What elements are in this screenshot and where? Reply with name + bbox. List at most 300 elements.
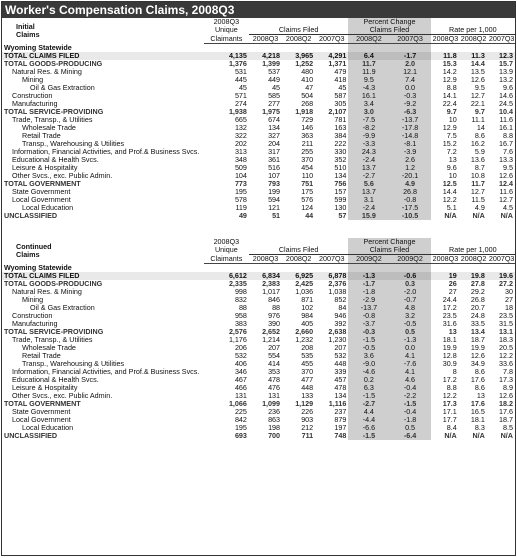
table-cell: 353 bbox=[268, 368, 281, 376]
table-cell: 0.0 bbox=[389, 344, 430, 352]
table-row bbox=[2, 108, 515, 116]
table-cell: 322 bbox=[234, 132, 247, 140]
table-cell: 121 bbox=[268, 204, 281, 212]
table-cell: 9.5 bbox=[474, 84, 485, 92]
table-cell: 6,925 bbox=[282, 272, 315, 280]
table-cell: 1,376 bbox=[228, 60, 247, 68]
row-label: Trade, Transp., & Utilities bbox=[12, 116, 93, 124]
table-cell: 1,116 bbox=[328, 400, 347, 408]
table-cell: 14.6 bbox=[499, 92, 513, 100]
table-cell: 7.8 bbox=[503, 368, 513, 376]
table-cell: 748 bbox=[334, 432, 347, 440]
table-cell: -0.3 bbox=[348, 328, 389, 336]
column-header: 2008Q3 bbox=[249, 255, 282, 264]
table-cell: -17.8 bbox=[389, 124, 430, 132]
table-cell: 274 bbox=[234, 100, 247, 108]
table-cell: 45 bbox=[238, 84, 247, 92]
table-cell: 3.1 bbox=[348, 196, 389, 204]
table-cell: 8.6 bbox=[474, 384, 485, 392]
table-cell: 8.5 bbox=[503, 424, 513, 432]
table-row bbox=[2, 392, 515, 400]
table-row bbox=[2, 376, 515, 384]
table-cell: 2,425 bbox=[295, 280, 314, 288]
table-cell: 4.1 bbox=[389, 352, 430, 360]
table-cell: 504 bbox=[301, 92, 314, 100]
table-cell: 3.6 bbox=[348, 352, 389, 360]
table-row bbox=[2, 148, 515, 156]
table-cell: 9.6 bbox=[446, 164, 457, 172]
table-cell: 12.3 bbox=[487, 52, 515, 60]
table-cell: 478 bbox=[268, 376, 281, 384]
table-cell: 8.8 bbox=[446, 84, 457, 92]
table-cell: 12.4 bbox=[499, 180, 513, 188]
table-row bbox=[2, 84, 515, 92]
table-cell: 134 bbox=[334, 392, 347, 400]
table-cell: 15.7 bbox=[499, 60, 513, 68]
table-cell: 532 bbox=[334, 352, 347, 360]
table-cell: 1,036 bbox=[295, 288, 314, 296]
table-row bbox=[2, 92, 515, 100]
table-cell: 11.5 bbox=[471, 196, 485, 204]
table-cell: 13 bbox=[448, 328, 457, 336]
table-cell: 361 bbox=[268, 156, 281, 164]
table-cell: 34.9 bbox=[470, 360, 485, 368]
table-cell: 16.7 bbox=[499, 140, 513, 148]
row-label: Transp., Warehousing & Utilities bbox=[22, 360, 125, 368]
table-cell: -3.9 bbox=[389, 148, 430, 156]
table-cell: -0.5 bbox=[389, 320, 430, 328]
table-cell: 7.4 bbox=[389, 76, 430, 84]
table-cell: 1,399 bbox=[262, 60, 281, 68]
table-cell: -6.4 bbox=[389, 432, 430, 440]
table-cell: 467 bbox=[234, 376, 247, 384]
table-cell: 277 bbox=[268, 100, 281, 108]
row-label: Educational & Health Svcs. bbox=[12, 156, 99, 164]
table-row bbox=[2, 76, 515, 84]
table-row bbox=[2, 352, 515, 360]
table-cell: 4,218 bbox=[249, 52, 282, 60]
table-cell: 8.6 bbox=[474, 132, 485, 140]
table-cell: 29.2 bbox=[470, 288, 485, 296]
table-cell: 15.9 bbox=[348, 212, 389, 220]
table-row bbox=[2, 424, 515, 432]
table-cell: 104 bbox=[234, 172, 247, 180]
table-cell: -1.5 bbox=[348, 392, 389, 400]
table-cell: 18.1 bbox=[442, 336, 457, 344]
table-cell: 1,918 bbox=[295, 108, 314, 116]
table-cell: 15.2 bbox=[442, 140, 457, 148]
table-cell: 9.7 bbox=[474, 108, 485, 116]
table-cell: 4,135 bbox=[204, 52, 249, 60]
table-cell: 10 bbox=[448, 116, 457, 124]
table-cell: 15.3 bbox=[442, 60, 457, 68]
table-cell: 6,612 bbox=[204, 272, 249, 280]
row-label: TOTAL GOODS-PRODUCING bbox=[4, 60, 103, 68]
table-cell: 16.2 bbox=[470, 140, 485, 148]
table-cell: 13 bbox=[476, 392, 485, 400]
table-cell: -4.6 bbox=[348, 368, 389, 376]
table-cell: 13.5 bbox=[470, 68, 485, 76]
row-label: TOTAL GOVERNMENT bbox=[4, 180, 81, 188]
table-cell: 674 bbox=[268, 116, 281, 124]
table-cell: 1,066 bbox=[228, 400, 247, 408]
table-cell: 207 bbox=[268, 344, 281, 352]
table-cell: 11.6 bbox=[499, 188, 513, 196]
table-cell: 976 bbox=[268, 312, 281, 320]
table-cell: -8.2 bbox=[348, 124, 389, 132]
table-cell: 13.1 bbox=[499, 328, 513, 336]
table-cell: 8.8 bbox=[446, 384, 457, 392]
table-cell: 1,252 bbox=[295, 60, 314, 68]
table-cell: N/A bbox=[472, 432, 485, 440]
table-row bbox=[2, 400, 515, 408]
table-cell: 578 bbox=[234, 196, 247, 204]
table-cell: 11.1 bbox=[471, 116, 485, 124]
table-cell: 4.6 bbox=[389, 376, 430, 384]
table-cell: 571 bbox=[234, 92, 247, 100]
table-cell: 10.8 bbox=[470, 172, 485, 180]
percent-change-header: Claims Filed bbox=[348, 26, 430, 35]
table-row bbox=[2, 312, 515, 320]
table-cell: -10.5 bbox=[389, 212, 430, 220]
table-cell: 414 bbox=[268, 360, 281, 368]
table-row bbox=[2, 164, 515, 172]
table-cell: -7.5 bbox=[348, 116, 389, 124]
table-row bbox=[2, 180, 515, 188]
table-cell: 20.5 bbox=[499, 344, 513, 352]
table-cell: 33.6 bbox=[499, 360, 513, 368]
table-row bbox=[2, 204, 515, 212]
statewide-label: Wyoming Statewide bbox=[4, 263, 72, 272]
table-cell: 207 bbox=[334, 344, 347, 352]
table-cell: 346 bbox=[234, 368, 247, 376]
table-cell: 2,383 bbox=[262, 280, 281, 288]
table-row bbox=[2, 156, 515, 164]
table-row bbox=[2, 100, 515, 108]
table-row bbox=[2, 344, 515, 352]
table-cell: 2.6 bbox=[389, 156, 430, 164]
table-cell: 1,230 bbox=[328, 336, 347, 344]
initial-claims-table bbox=[2, 18, 515, 220]
table-cell: 51 bbox=[272, 212, 281, 220]
table-cell: -2.4 bbox=[348, 204, 389, 212]
table-row bbox=[2, 132, 515, 140]
table-cell: 317 bbox=[268, 148, 281, 156]
unique-header-line: Claimants bbox=[204, 255, 249, 264]
table-cell: 18.7 bbox=[499, 416, 513, 424]
table-cell: 10 bbox=[448, 172, 457, 180]
table-cell: 418 bbox=[334, 76, 347, 84]
table-cell: 327 bbox=[268, 132, 281, 140]
table-cell: -4.4 bbox=[348, 416, 389, 424]
row-label: TOTAL SERVICE-PROVIDING bbox=[4, 108, 104, 116]
table-cell: N/A bbox=[500, 432, 513, 440]
table-cell: 88 bbox=[272, 304, 281, 312]
column-header: 2007Q3 bbox=[315, 35, 348, 44]
table-cell: 405 bbox=[301, 320, 314, 328]
table-cell: 448 bbox=[301, 384, 314, 392]
table-cell: 57 bbox=[338, 212, 347, 220]
table-cell: 3.4 bbox=[348, 100, 389, 108]
table-cell: 22.4 bbox=[442, 100, 457, 108]
table-cell: -7.6 bbox=[389, 360, 430, 368]
table-cell: 339 bbox=[334, 368, 347, 376]
table-cell: 255 bbox=[301, 148, 314, 156]
table-row bbox=[2, 116, 515, 124]
table-cell: 532 bbox=[234, 352, 247, 360]
table-cell: 20.7 bbox=[470, 304, 485, 312]
table-cell: 197 bbox=[334, 424, 347, 432]
table-cell: 12.6 bbox=[470, 76, 485, 84]
table-cell: 17.7 bbox=[442, 416, 457, 424]
table-cell: -1.5 bbox=[348, 432, 389, 440]
table-cell: 130 bbox=[334, 204, 347, 212]
table-cell: 1,176 bbox=[228, 336, 247, 344]
table-cell: 18 bbox=[505, 304, 513, 312]
percent-change-header: Percent Change bbox=[348, 238, 430, 246]
table-cell: 3,965 bbox=[282, 52, 315, 60]
table-cell: 410 bbox=[301, 76, 314, 84]
table-cell: 1,938 bbox=[228, 108, 247, 116]
table-cell: 6,878 bbox=[315, 272, 348, 280]
table-cell: 27 bbox=[505, 296, 513, 304]
table-cell: 17.2 bbox=[442, 304, 457, 312]
table-cell: 879 bbox=[334, 416, 347, 424]
table-cell: 12.1 bbox=[389, 68, 430, 76]
table-cell: 6,834 bbox=[249, 272, 282, 280]
table-cell: 793 bbox=[268, 180, 281, 188]
table-cell: 599 bbox=[334, 196, 347, 204]
column-header: 2008Q2 bbox=[348, 35, 389, 44]
table-cell: -3.3 bbox=[348, 140, 389, 148]
table-cell: 17.3 bbox=[442, 400, 457, 408]
table-cell: 313 bbox=[234, 148, 247, 156]
table-row bbox=[2, 416, 515, 424]
table-cell: 3.2 bbox=[389, 312, 430, 320]
table-cell: 30 bbox=[505, 288, 513, 296]
table-cell: 16.5 bbox=[470, 408, 485, 416]
table-cell: 1,214 bbox=[262, 336, 281, 344]
table-cell: 0.5 bbox=[389, 424, 430, 432]
table-cell: 12.2 bbox=[442, 392, 457, 400]
document-title: Worker's Compensation Claims, 2008Q3 bbox=[2, 2, 515, 18]
table-cell: 33.5 bbox=[470, 320, 485, 328]
table-cell: -13.7 bbox=[348, 304, 389, 312]
row-label: Information, Financial Activities, and Prof.& Business Svcs. bbox=[12, 148, 200, 156]
table-row bbox=[2, 328, 515, 336]
unique-header-line: Unique bbox=[214, 26, 238, 35]
table-cell: 19.6 bbox=[487, 272, 515, 280]
table-row bbox=[2, 196, 515, 204]
table-cell: 19.8 bbox=[459, 272, 487, 280]
table-cell: 751 bbox=[301, 180, 314, 188]
table-row bbox=[2, 212, 515, 220]
table-cell: 585 bbox=[268, 92, 281, 100]
table-cell: 134 bbox=[334, 172, 347, 180]
table-cell: -1.8 bbox=[348, 288, 389, 296]
table-cell: 363 bbox=[301, 132, 314, 140]
column-header: 2008Q3 bbox=[432, 254, 459, 263]
row-label: TOTAL SERVICE-PROVIDING bbox=[4, 328, 104, 336]
row-label: UNCLASSIFIED bbox=[4, 212, 58, 220]
table-row bbox=[2, 52, 515, 60]
table-cell: 199 bbox=[268, 188, 281, 196]
table-cell: 12.2 bbox=[499, 352, 513, 360]
table-cell: 11.9 bbox=[348, 68, 389, 76]
table-cell: N/A bbox=[472, 212, 485, 220]
table-cell: 225 bbox=[234, 408, 247, 416]
table-cell: 1,975 bbox=[262, 108, 281, 116]
table-cell: 449 bbox=[268, 76, 281, 84]
table-cell: 448 bbox=[334, 360, 347, 368]
table-cell: -6.6 bbox=[348, 424, 389, 432]
table-cell: 4.5 bbox=[503, 204, 513, 212]
table-cell: N/A bbox=[444, 432, 457, 440]
table-cell: 18.2 bbox=[499, 400, 513, 408]
table-cell: 477 bbox=[301, 376, 314, 384]
table-cell: 268 bbox=[301, 100, 314, 108]
table-cell: 6.3 bbox=[348, 384, 389, 392]
table-cell: 729 bbox=[301, 116, 314, 124]
table-cell: -0.4 bbox=[389, 384, 430, 392]
table-cell: 12.7 bbox=[499, 196, 513, 204]
table-cell: 17.1 bbox=[442, 408, 457, 416]
table-cell: 1,099 bbox=[262, 400, 281, 408]
table-cell: 10.4 bbox=[499, 108, 513, 116]
row-label: Other Svcs., exc. Public Admin. bbox=[12, 172, 113, 180]
table-cell: 5.9 bbox=[474, 148, 485, 156]
row-label: Wholesale Trade bbox=[22, 124, 76, 132]
table-cell: 773 bbox=[234, 180, 247, 188]
table-row bbox=[2, 280, 515, 288]
table-cell: 1,038 bbox=[328, 288, 347, 296]
table-cell: 107 bbox=[268, 172, 281, 180]
table-cell: 195 bbox=[234, 188, 247, 196]
row-label: Other Svcs., exc. Public Admin. bbox=[12, 392, 113, 400]
table-cell: 846 bbox=[268, 296, 281, 304]
table-cell: 12.6 bbox=[470, 352, 485, 360]
table-cell: -1.7 bbox=[389, 52, 430, 60]
table-cell: 195 bbox=[234, 424, 247, 432]
table-cell: 2,660 bbox=[295, 328, 314, 336]
table-cell: 13 bbox=[448, 156, 457, 164]
column-header: 2008Q2 bbox=[460, 34, 487, 43]
table-cell: -9.0 bbox=[348, 360, 389, 368]
table-cell: 202 bbox=[234, 140, 247, 148]
table-cell: -0.3 bbox=[389, 92, 430, 100]
table-cell: 13.3 bbox=[499, 156, 513, 164]
table-cell: 211 bbox=[301, 140, 314, 148]
table-row bbox=[2, 304, 515, 312]
column-header: 2008Q3 bbox=[249, 35, 282, 44]
table-row bbox=[2, 68, 515, 76]
table-cell: -6.3 bbox=[389, 108, 430, 116]
table-cell: 13.7 bbox=[348, 188, 389, 196]
table-row bbox=[2, 296, 515, 304]
table-cell: 576 bbox=[301, 196, 314, 204]
table-cell: -0.7 bbox=[389, 296, 430, 304]
row-label: UNCLASSIFIED bbox=[4, 432, 58, 440]
table-cell: 535 bbox=[301, 352, 314, 360]
table-cell: 12.8 bbox=[442, 352, 457, 360]
table-cell: 12.7 bbox=[470, 92, 485, 100]
table-cell: 8.9 bbox=[503, 384, 513, 392]
table-cell: 594 bbox=[268, 196, 281, 204]
table-cell: 222 bbox=[334, 140, 347, 148]
table-cell: 390 bbox=[268, 320, 281, 328]
table-cell: 12.6 bbox=[499, 392, 513, 400]
claims-filed-header: Claims Filed bbox=[249, 26, 348, 35]
table-cell: 198 bbox=[268, 424, 281, 432]
table-row bbox=[2, 320, 515, 328]
table-cell: -0.8 bbox=[348, 312, 389, 320]
table-cell: 14.4 bbox=[470, 60, 485, 68]
table-cell: 693 bbox=[234, 432, 247, 440]
table-cell: 2,576 bbox=[228, 328, 247, 336]
row-label: TOTAL GOODS-PRODUCING bbox=[4, 280, 103, 288]
table-cell: 27 bbox=[448, 288, 457, 296]
table-cell: 13.7 bbox=[348, 164, 389, 172]
table-cell: 17.2 bbox=[442, 376, 457, 384]
table-cell: 383 bbox=[234, 320, 247, 328]
table-cell: 4.9 bbox=[389, 180, 430, 188]
table-cell: 0.2 bbox=[348, 376, 389, 384]
table-cell: 2,107 bbox=[328, 108, 347, 116]
table-cell: 133 bbox=[301, 392, 314, 400]
column-header: 2007Q3 bbox=[315, 255, 348, 264]
table-cell: -2.9 bbox=[348, 296, 389, 304]
table-cell: 12.7 bbox=[470, 188, 485, 196]
table-cell: 14.4 bbox=[442, 188, 457, 196]
table-cell: -1.8 bbox=[389, 416, 430, 424]
row-label: Natural Res. & Mining bbox=[12, 288, 82, 296]
table-cell: 204 bbox=[268, 140, 281, 148]
table-cell: 476 bbox=[268, 384, 281, 392]
table-cell: 2,638 bbox=[328, 328, 347, 336]
table-cell: 5.1 bbox=[446, 204, 457, 212]
table-cell: 49 bbox=[238, 212, 247, 220]
table-cell: 479 bbox=[334, 68, 347, 76]
table-cell: 157 bbox=[334, 188, 347, 196]
table-cell: 22.1 bbox=[470, 100, 485, 108]
table-cell: 756 bbox=[334, 180, 347, 188]
document-page bbox=[1, 1, 516, 556]
table-cell: -13.7 bbox=[389, 116, 430, 124]
table-row bbox=[2, 288, 515, 296]
table-cell: 23.5 bbox=[499, 312, 513, 320]
table-cell: 2,376 bbox=[328, 280, 347, 288]
table-cell: 781 bbox=[334, 116, 347, 124]
column-header: 2008Q2 bbox=[282, 255, 315, 264]
table-cell: 146 bbox=[301, 124, 314, 132]
table-cell: 8.7 bbox=[474, 164, 485, 172]
table-cell: 27.2 bbox=[499, 280, 513, 288]
column-header: 2009Q2 bbox=[348, 255, 389, 264]
table-cell: 24.4 bbox=[442, 296, 457, 304]
table-cell: 23.5 bbox=[442, 312, 457, 320]
row-label: Retail Trade bbox=[22, 132, 61, 140]
row-label: State Government bbox=[12, 408, 71, 416]
table-cell: 134 bbox=[268, 124, 281, 132]
row-label: Leisure & Hospitality bbox=[12, 384, 78, 392]
table-cell: -2.4 bbox=[348, 156, 389, 164]
table-cell: 31.6 bbox=[442, 320, 457, 328]
row-label: Educational & Health Svcs. bbox=[12, 376, 99, 384]
table-cell: 124 bbox=[301, 204, 314, 212]
table-cell: 13.9 bbox=[499, 68, 513, 76]
table-cell: 11.6 bbox=[499, 116, 513, 124]
table-cell: 0.5 bbox=[389, 328, 430, 336]
